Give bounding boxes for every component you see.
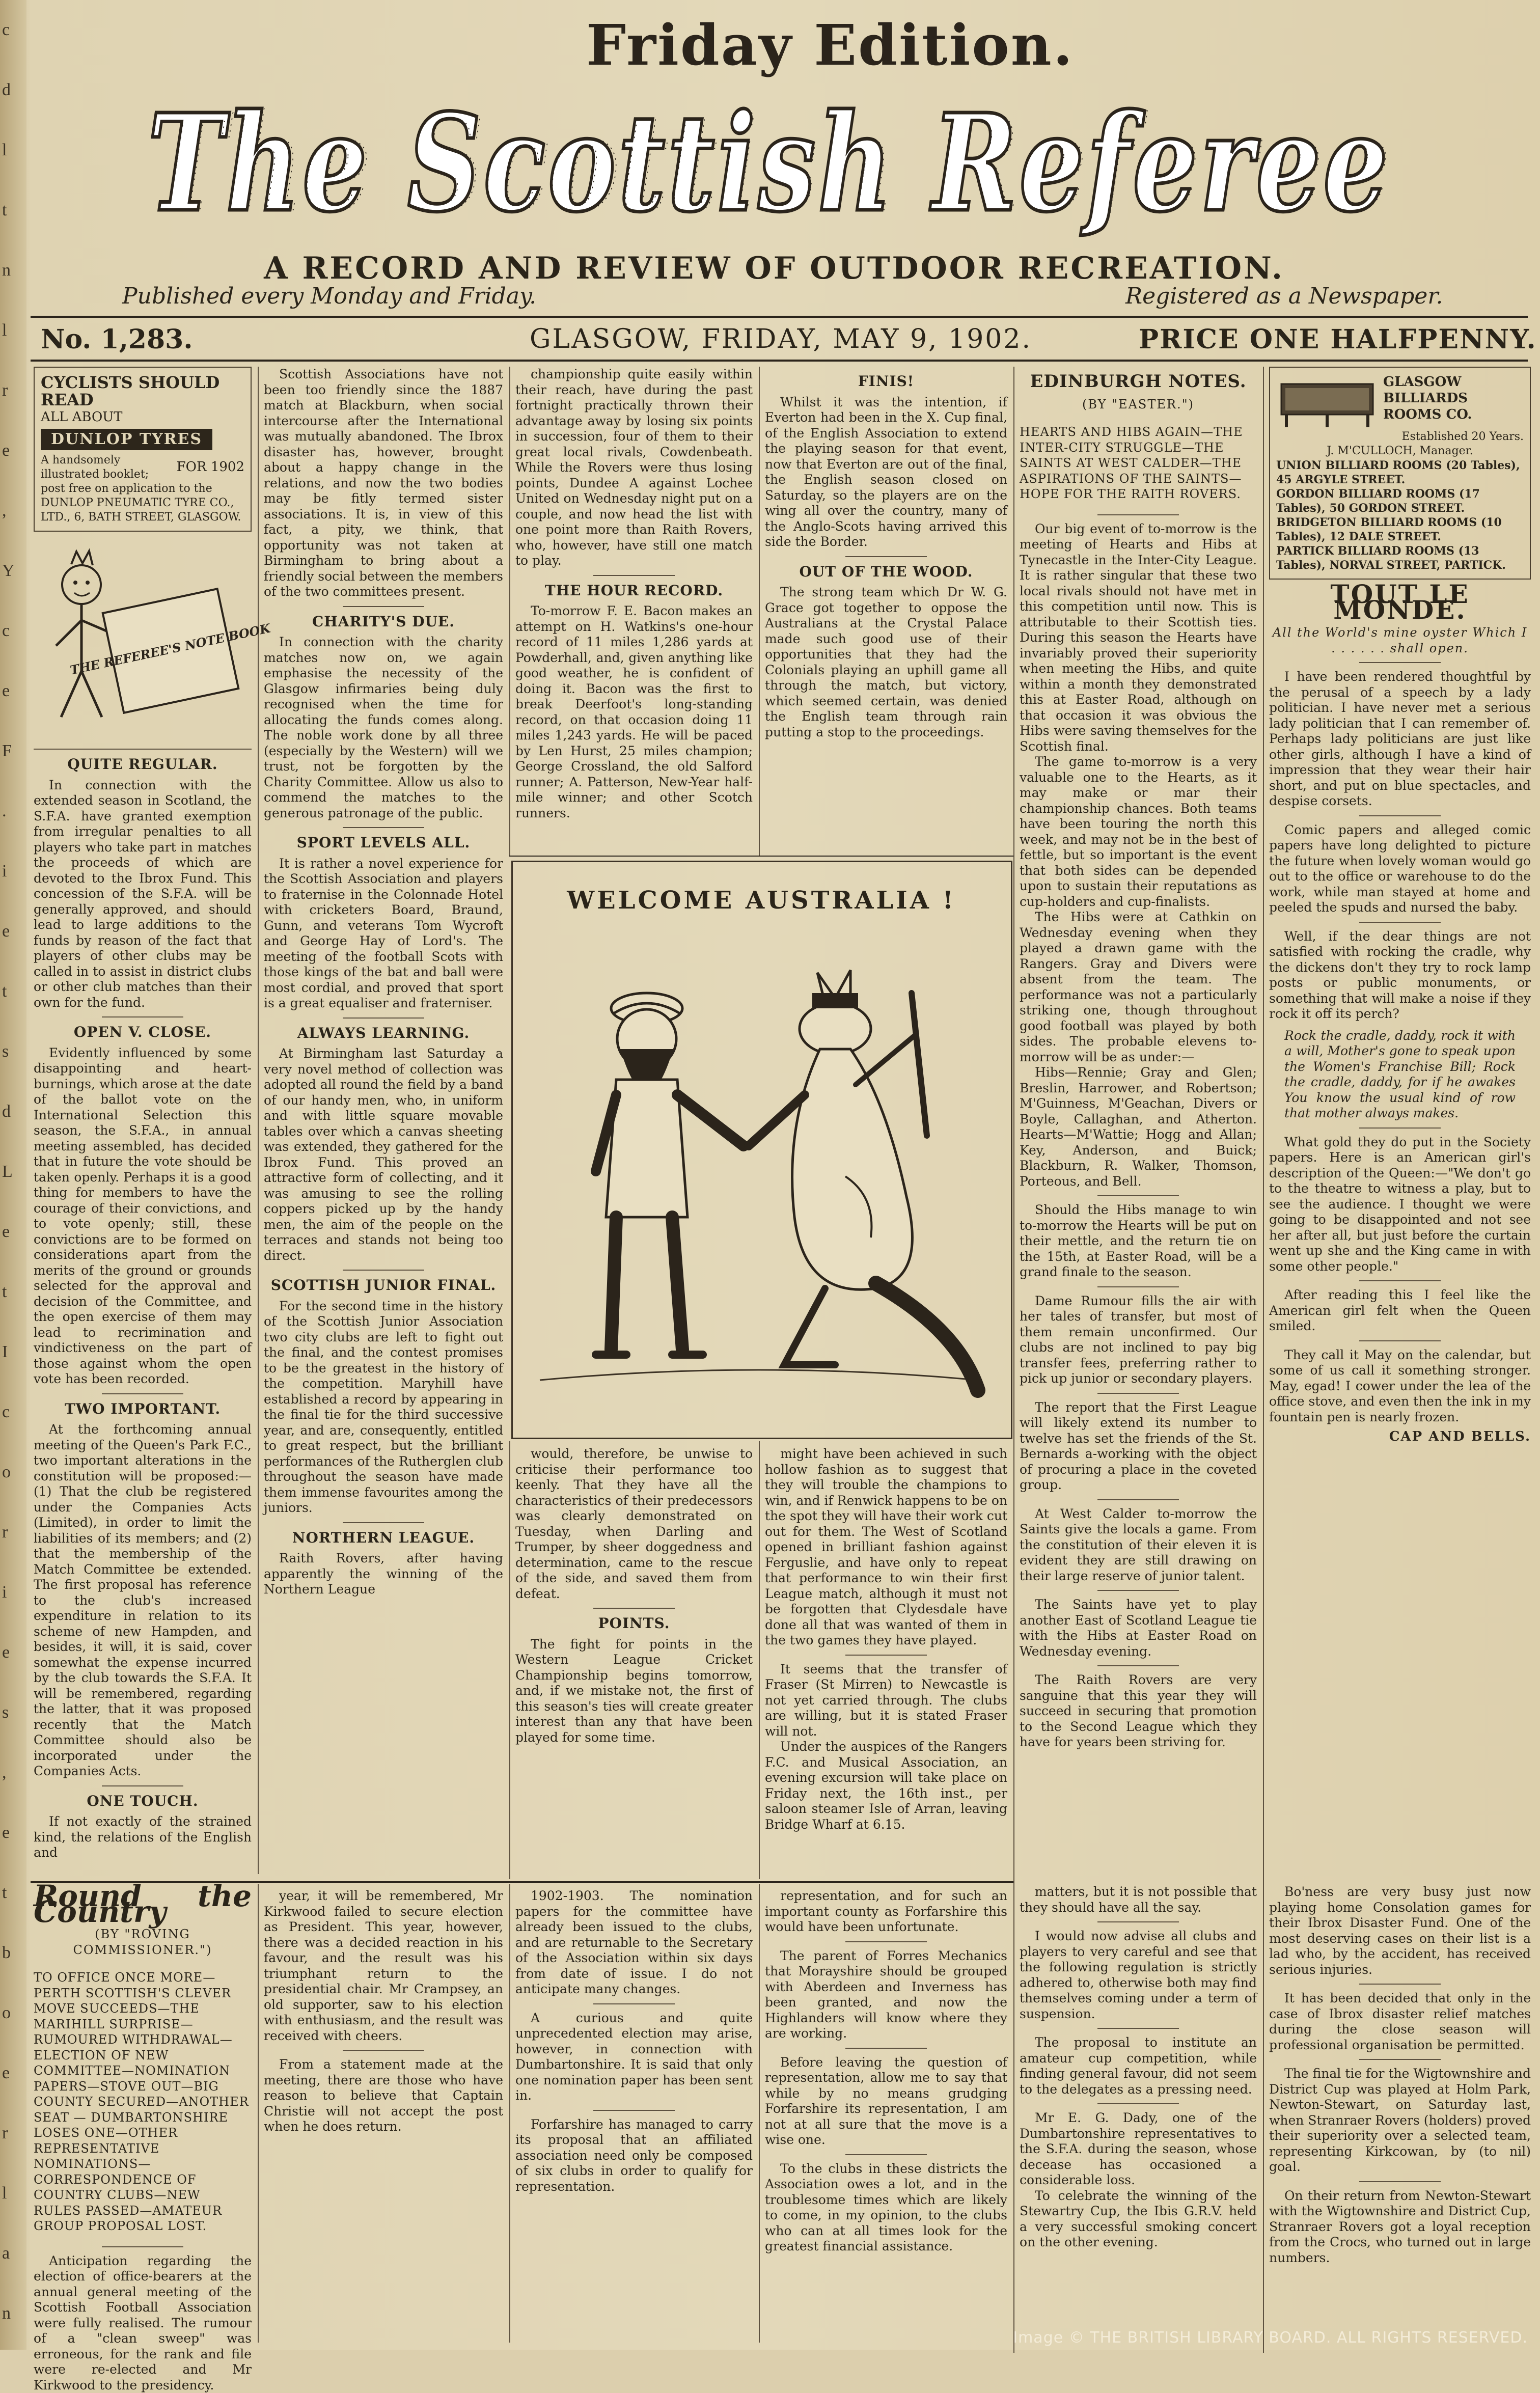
dunlop-logo: DUNLOP TYRES <box>41 429 212 450</box>
image-credit: Image © THE BRITISH LIBRARY BOARD. ALL RIGHTS RESERVED. <box>1013 2329 1528 2347</box>
heading-sport-levels-all: SPORT LEVELS ALL. <box>264 835 503 851</box>
article-text: Should the Hibs manage to win to-morrow the Hearts will be put on their mettle, and the return tie on the 15th, at Easter Road, will be a grand finale to the season. <box>1020 1202 1257 1280</box>
article-text: The report that the First League will likely extend its number to twelve has set the friends of the St. Bernards a-working with the object of procuring a place in the coveted group. <box>1020 1400 1257 1493</box>
billiards-advert <box>1269 367 1531 580</box>
column-rule <box>509 367 510 856</box>
article-text: In connection with the charity matches now on, we again emphasise the necessity of the Glasgow infirmaries being duly recognised when the time for allocating the funds comes along. The noble work done by all three (especially by the Western) will we trust, not be forgotten by the Charity Committee. Allow us also to commend the matches to the generous patronage of the public. <box>264 635 503 821</box>
cartoon-illustration <box>519 932 998 1421</box>
column-rule <box>759 367 760 856</box>
article-text: The game to-morrow is a very valuable one to the Hearts, as it may make or mar their championship chances. Both teams have been touring the north this week, and may not be in the best of fettle, but so important is the event that both sides can be depended upon to sustain their reputations as cup-holders and cup-finalists. <box>1020 754 1257 910</box>
article-text: year, it will be remembered, Mr Kirkwood failed to secure election as President. This year, however, there was a decided reaction in his favour, and the result was his triumphant return to the presidential chair. Mr Crampsey, an old supporter, saw to his election with enthusiasm, and the result was received with cheers. <box>264 1888 503 2044</box>
article-text: It is rather a novel experience for the Scottish Association and players to fraternise in the Colonnade Hotel with cricketers Board, Braund, Gunn, and veterans Tom Wycroft and George Hay of Lord's. The meeting of the football Scots with those kings of the bat and ball were most cordial, and proved that sport is a great equaliser and fraterniser. <box>264 856 503 1011</box>
article-text: What gold they do put in the Society papers. Here is an American girl's description of the Queen:—"We don't go to the theatre to witness a play, but to see the audience. I thought we were going to be disappointed and not see her after all, but just before the curtain went up she and the King came in with some other people." <box>1269 1135 1531 1275</box>
article-summary: HEARTS AND HIBS AGAIN—THE INTER-CITY STRUGGLE—THE SAINTS AT WEST CALDER—THE ASPIRATIONS OF THE SAINTS—HOPE FOR THE RAITH ROVERS. <box>1020 424 1257 502</box>
article-text: The final tie for the Wigtownshire and District Cup was played at Holm Park, Newton-Stewart, on Saturday last, when Stranraer Rovers (holders) proved their superiority over a selected team, representing Kirkcowan, by (to nil) goal. <box>1269 2066 1531 2175</box>
billiards-room: BRIDGETON BILLIARD ROOMS (10 Tables), 12 DALE STREET. <box>1276 515 1524 544</box>
article-summary: TO OFFICE ONCE MORE—PERTH SCOTTISH'S CLEVER MOVE SUCCEEDS—THE MARIHILL SURPRISE—RUMOURED WITHDRAWAL—ELECTION OF NEW COMMITTEE—NOMINATION PAPERS—STOVE OUT—BIG COUNTY SECURED—ANOTHER SEAT — DUMBARTONSHIRE LOSES ONE—OTHER REPRESENTATIVE NOMINATIONS—CORRESPONDENCE OF COUNTRY CLUBS—NEW RULES PASSED—AMATEUR GROUP PROPOSAL LOST. <box>34 1970 252 2234</box>
column-rule <box>759 1441 760 1879</box>
heading-open-close: OPEN V. CLOSE. <box>34 1025 252 1040</box>
bottom-column-2 <box>264 1888 503 2336</box>
column-2 <box>264 367 503 1874</box>
heading-northern-league: NORTHERN LEAGUE. <box>264 1530 503 1546</box>
svg-text:THE REFEREE'S NOTE BOOK: THE REFEREE'S NOTE BOOK <box>69 620 272 677</box>
price: PRICE ONE HALFPENNY. <box>1139 324 1537 355</box>
signature: CAP AND BELLS. <box>1269 1429 1531 1445</box>
article-text: representation, and for such an important county as Forfarshire this would have been unfortunate. <box>765 1888 1007 1935</box>
article-text: Dame Rumour fills the air with her tales of transfer, but most of them remain unconfirmed. Our clubs are not inclined to pay big transfer fees, preferring rather to pick up junior or secondary players. <box>1020 1294 1257 1387</box>
article-text: Mr E. G. Dady, one of the Dumbartonshire representatives to the S.F.A. during the season, whose decease has occasioned a considerable loss. <box>1020 2110 1257 2188</box>
article-text: I would now advise all clubs and players to very careful and see that the following regulation is strictly adhered to, otherwise both may find themselves coming under a term of suspension. <box>1020 1929 1257 2022</box>
note-book-drawing <box>41 539 244 742</box>
article-text: To celebrate the winning of the Stewartry Cup, the Ibis G.R.V. held a very successful smoking concert on the other evening. <box>1020 2188 1257 2250</box>
byline: (BY "EASTER.") <box>1020 397 1257 412</box>
bottom-column-4 <box>765 1888 1007 2336</box>
column-rule <box>509 1441 510 1879</box>
masthead-title-text: The Scottish Referee <box>148 85 1390 241</box>
column-rule <box>258 1884 259 2343</box>
heading-always-learning: ALWAYS LEARNING. <box>264 1026 503 1041</box>
advert-body: A handsomely illustrated booklet; post free on application to the DUNLOP PNEUMATIC TYRE CO., LTD., 6, BATH STREET, GLASGOW. <box>41 453 244 525</box>
heading-out-of-the-wood: OUT OF THE WOOD. <box>765 564 1007 580</box>
article-text: Bo'ness are very busy just now playing home Consolation games for their Ibrox Disaster Fund. One of the most deserving cases on their list is a lad who, by the accident, has received serious injuries. <box>1269 1884 1531 1977</box>
article-text: They call it May on the calendar, but some of us call it something stronger. May, egad! I cower under the lea of the office stove, and even then the ink in my fountain pen is nearly frozen. <box>1269 1347 1531 1425</box>
article-text: For the second time in the history of the Scottish Junior Association two city clubs are left to fight out the final, and the contest promises to be the greatest in the history of the competition. Maryhill have established a record by appearing in the final tie for the third successive year, and are, consequently, entitled to great respect, but the brilliant performances of the Rutherglen club throughout the season have made them immense favourites among the juniors. <box>264 1299 503 1516</box>
masthead-subtitle: A RECORD AND REVIEW OF OUTDOOR RECREATION. <box>102 251 1446 286</box>
article-text: Under the auspices of the Rangers F.C. and Musical Association, an evening excursion will take place on Friday next, the 16th inst., per saloon steamer Isle of Arran, leaving Bridge Wharf at 6.15. <box>765 1739 1007 1832</box>
bottom-column-3 <box>515 1888 753 2336</box>
edition-label: Friday Edition. <box>575 12 1085 78</box>
verse: Rock the cradle, daddy, rock it with a will, Mother's gone to speak upon the Women's Franchise Bill; Rock the cradle, daddy, for if he awakes You know the usual kind of row that mother always makes. <box>1284 1028 1516 1121</box>
article-text: Raith Rovers, after having apparently the winning of the Northern League <box>264 1551 503 1598</box>
article-text: Our big event of to-morrow is the meeting of Hearts and Hibs at Tynecastle in the Inter-City League. It is rather singular that these two local rivals should not have met in this competition until now. This is attributable to their Scottish ties. During this season the Hearts have invariably proved their superiority when meeting the Hibs, and quite within a month they demonstrated this at Easter Road, although on that occasion it was obvious the Hibs were saving themselves for the Scottish final. <box>1020 521 1257 755</box>
heading-quite-regular: QUITE REGULAR. <box>34 757 252 773</box>
billiards-company: GLASGOW BILLIARDS ROOMS CO. <box>1276 374 1524 423</box>
article-text: Before leaving the question of representation, allow me to say that while by no means grudging Forfarshire its representation, I am not at all sure that the move is a wise one. <box>765 2055 1007 2148</box>
masthead-title <box>138 76 1400 244</box>
referees-note-book-illustration <box>41 539 244 742</box>
billiards-manager: J. M'CULLOCH, Manager. <box>1276 444 1524 458</box>
column-rule <box>1263 1884 1264 2343</box>
article-text: Well, if the dear things are not satisfied with rocking the cradle, why the dickens don't they try to rock lamp posts or public monuments, or something that will make a noise if they rock it off its perch? <box>1269 929 1531 1022</box>
dunlop-advert <box>34 367 252 532</box>
article-text: The parent of Forres Mechanics that Morayshire should be grouped with Aberdeen and Inverness has been granted, and now the Highlanders will know where they are working. <box>765 1948 1007 2042</box>
article-text: At the forthcoming annual meeting of the Queen's Park F.C., two important alterations in the constitution will be proposed:—(1) That the club be registered under the Companies Acts (Limited), in order to limit the liabilities of its members; and (2) that the membership of the Match Committee be extended. The first proposal has reference to the club's increased expenditure in relation to its scheme of new Hampden, and besides, it will, it is said, cover somewhat the expense incurred by the club towards the S.F.A. It will be remembered, regarding the latter, that it was proposed recently that the Match Committee should also be incorporated under the Companies Acts. <box>34 1422 252 1779</box>
column-rule <box>509 1884 510 2343</box>
column-4-lower <box>765 1446 1007 1879</box>
article-text: Comic papers and alleged comic papers have long delighted to picture the future when lovely woman would go out to the office or warehouse to do the work, while man stayed at home and peeled the spuds and nursed the baby. <box>1269 822 1531 916</box>
article-text: If not exactly of the strained kind, the relations of the English and <box>34 1814 252 1861</box>
heading-round-the-country: Round the Country <box>34 1888 252 1919</box>
column-rule <box>759 1884 760 2343</box>
column-4 <box>765 367 1007 856</box>
issue-number: No. 1,283. <box>41 324 193 355</box>
article-text: After reading this I feel like the American girl felt when the Queen smiled. <box>1269 1287 1531 1334</box>
article-text: On their return from Newton-Stewart with the Wigtownshire and District Cup, Stranraer Rovers got a loyal reception from the Crocs, who turned out in large numbers. <box>1269 2188 1531 2266</box>
article-text: I have been rendered thoughtful by the perusal of a speech by a lady politician. I have never met a serious lady politician that I can remember of. Perhaps lady politicians are just like other girls, although I have a kind of impression that they wear their hair short, and put on blue spectacles, and despise corsets. <box>1269 669 1531 809</box>
column-rule <box>1013 1884 1014 2343</box>
column-1 <box>34 367 252 1874</box>
article-text: Hibs—Rennie; Gray and Glen; Breslin, Harrower, and Robertson; M'Guinness, M'Geachan, Divers or Boyle, Callaghan, and Atherton. Hearts—M'Wattie; Hogg and Allan; Key, Anderson, and Buick; Blackburn, R. Walker, Thomson, Porteous, and Bell. <box>1020 1065 1257 1189</box>
article-text: It seems that the transfer of Fraser (St Mirren) to Newcastle is not yet carried through. The clubs are willing, but it is stated Fraser will not. <box>765 1662 1007 1740</box>
bottom-column-5 <box>1020 1884 1257 2336</box>
advert-year: FOR 1902 <box>177 453 244 476</box>
bottom-column-6 <box>1269 1884 1531 2322</box>
article-text: The proposal to institute an amateur cup competition, while finding general favour, did not seem to the delegates as a pressing need. <box>1020 2035 1257 2097</box>
heading-tout-le-monde: TOUT LE MONDE. <box>1269 587 1531 618</box>
article-text: Scottish Associations have not been too friendly since the 1887 match at Blackburn, when social intercourse after the International was mutually abandoned. The Ibrox disaster has, however, brought about a happy change in the relations, and now the two bodies may be fitly termed sister associations. It is, in view of this fact, a pity, we think, that opportunity was not taken at Birmingham to bring about a friendly social between the members of the two committees present. <box>264 367 503 600</box>
article-text: The Hibs were at Cathkin on Wednesday evening when they played a drawn game with the Rangers. Gray and Divers were absent from the team. The performance was not a particularly striking one, though throughout good football was played by both sides. The probable elevens to-morrow will be as under:— <box>1020 910 1257 1065</box>
article-text: would, therefore, be unwise to criticise their performance too keenly. That they have all the characteristics of their predecessors was clearly demonstrated on Tuesday, when Darling and Trumper, by sheer doggedness and determination, came to the rescue of the side, and saved them from defeat. <box>515 1446 753 1602</box>
article-text: In connection with the extended season in Scotland, the S.F.A. have granted exemption from irregular penalties to all players who take part in matches the proceeds of which are devoted to the Ibrox Fund. This concession of the S.F.A. will be generally approved, and should lead to large additions to the funds by reason of the fact that players of other clubs may be called in to assist in district clubs or other club matches than their own for the fund. <box>34 778 252 1011</box>
heading-charitys-due: CHARITY'S DUE. <box>264 614 503 630</box>
article-text: championship quite easily within their reach, have during the past fortnight practically thrown their advantage away by losing six points in succession, four of them to their great local rivals, Cowdenbeath. While the Rovers were thus losing points, Dundee A against Lochee United on Wednesday night put on a couple, and now head the list with one point more than Raith Rovers, who, however, have still one match to play. <box>515 367 753 569</box>
article-text: Evidently influenced by some disappointing and heart-burnings, which arose at the date of the ballot vote on the International Selection this season, the S.F.A., in annual meeting assembled, has decided that in future the vote should be taken openly. Perhaps it is a good thing for members to have the courage of their convictions, and to vote openly; still, these convictions are to be formed on considerations apart from the merits of the ground or grounds selected for the approval and decision of the Committee, and the open exercise of them may lead to recrimination and vindictiveness on the part of those against whom the open vote has been recorded. <box>34 1046 252 1387</box>
advert-headline: CYCLISTS SHOULD READ <box>41 374 244 408</box>
published-note: Published every Monday and Friday. <box>122 283 536 309</box>
advert-sub: ALL ABOUT <box>41 408 244 426</box>
column-3-lower <box>515 1446 753 1879</box>
heading-edinburgh-notes: EDINBURGH NOTES. <box>1020 374 1257 390</box>
billiards-room: UNION BILLIARD ROOMS (20 Tables), 45 ARGYLE STREET. <box>1276 458 1524 487</box>
tout-epigraph: All the World's mine oyster Which I . . . . . . shall open. <box>1269 625 1531 656</box>
column-3 <box>515 367 753 856</box>
heading-hour-record: THE HOUR RECORD. <box>515 583 753 599</box>
article-text: It has been decided that only in the case of Ibrox disaster relief matches during the close season will professional organisation be permitted. <box>1269 1991 1531 2053</box>
article-text: The Saints have yet to play another East of Scotland League tie with the Hibs at Easter Road on Wednesday evening. <box>1020 1597 1257 1659</box>
billiards-room: PARTICK BILLIARD ROOMS (13 Tables), NORVAL STREET, PARTICK. <box>1276 544 1524 572</box>
byline: (BY "ROVING COMMISSIONER.") <box>34 1927 252 1958</box>
article-text: The strong team which Dr W. G. Grace got together to oppose the Australians at the Crystal Palace made such good use of their opportunities that they had the Colonials playing an uphill game all through the match, but victory, which seemed certain, was denied the English team through rain putting a stop to the proceedings. <box>765 585 1007 740</box>
heading-points: POINTS. <box>515 1616 753 1632</box>
heading-one-touch: ONE TOUCH. <box>34 1794 252 1809</box>
billiards-room: GORDON BILLIARD ROOMS (17 Tables), 50 GORDON STREET. <box>1276 487 1524 515</box>
billiard-table-icon <box>1276 374 1378 430</box>
article-text: 1902-1903. The nomination papers for the committee have already been issued to the clubs, and are returnable to the Secretary of the Association within six days from date of issue. I do not anticipate many changes. <box>515 1888 753 1997</box>
article-text: Whilst it was the intention, if Everton had been in the X. Cup final, of the English Association to extend the playing season for that event, now that Everton are out of the final, the English season closed on Saturday, so the players are on the wing all over the country, many of the Anglo-Scots having arrived this side the Border. <box>765 395 1007 550</box>
article-text: Forfarshire has managed to carry its proposal that an affiliated association need only be composed of six clubs in order to qualify for representation. <box>515 2117 753 2195</box>
article-text: might have been achieved in such hollow fashion as to suggest that they will trouble the champions to win, and if Renwick happens to be on the spot they will have their work cut out for them. The West of Scotland opened in brilliant fashion against Ferguslie, and have only to repeat that performance to win their first League match, although it must not be forgotten that Clydesdale have done all that was wanted of them in the two games they have played. <box>765 1446 1007 1648</box>
article-text: The fight for points in the Western League Cricket Championship begins tomorrow, and, if we mistake not, the first of this season's ties will create greater interest than any that have been played for some time. <box>515 1637 753 1746</box>
registered-note: Registered as a Newspaper. <box>1125 283 1443 309</box>
round-the-country-column <box>34 1888 252 2336</box>
article-text: To the clubs in these districts the Association owes a lot, and in the troublesome times which are likely to come, in my opinion, to the clubs who can at all times look for the greatest financial assistance. <box>765 2161 1007 2254</box>
dateline-bottom-rule <box>31 360 1528 362</box>
article-text: Anticipation regarding the election of office-bearers at the annual general meeting of the Scottish Football Association were fully realised. The rumour of a "clean sweep" was erroneous, for the rank and file were re-elected and Mr Kirkwood to the presidency. <box>34 2253 252 2393</box>
billiards-established: Established 20 Years. <box>1276 430 1524 444</box>
article-text: At West Calder to-morrow the Saints give the locals a game. From the constitution of their eleven it is evident they are still drawing on their large reserve of junior talent. <box>1020 1506 1257 1584</box>
masthead-hatching: The Scottish Referee <box>148 85 1390 241</box>
adjacent-page-edge: c d l t n l r e , Y c e F . i e t s d L e t I c o r i e s , e t b o e r l a n <box>0 0 26 2350</box>
column-rule <box>258 367 259 1874</box>
place-date: GLASGOW, FRIDAY, MAY 9, 1902. <box>530 324 1032 354</box>
dateline-top-rule <box>31 316 1528 318</box>
article-text: At Birmingham last Saturday a very novel method of collection was adopted all round the field by a band of our handy men, who, in uniform and with little square movable tables over which a canvas sheeting was extended, they gathered for the Ibrox Fund. This proved an attractive form of collecting, and it was amusing to see the rolling coppers picked up by the handy men, the aim of the people on the terraces and stands not being too direct. <box>264 1046 503 1263</box>
heading-finis: FINIS! <box>765 374 1007 390</box>
article-text: To-morrow F. E. Bacon makes an attempt on H. Watkins's one-hour record of 11 miles 1,286 yards at Powderhall, and, given anything like good weather, he is confident of doing it. Bacon was the first to break Deerfoot's long-standing record, on that occasion doing 11 miles 1,243 yards. He will be paced by Len Hurst, 25 miles champion; George Crossland, the old Salford runner; A. Patterson, New-Year half-mile winner; and other Scotch runners. <box>515 603 753 821</box>
article-text: The Raith Rovers are very sanguine that this year they will succeed in securing that promotion to the Second League which they have for years been striving for. <box>1020 1672 1257 1750</box>
cartoon-title: WELCOME AUSTRALIA ! <box>519 886 1003 915</box>
article-text: matters, but it is not possible that they should have all the say. <box>1020 1884 1257 1915</box>
heading-two-important: TWO IMPORTANT. <box>34 1401 252 1417</box>
heading-scottish-junior-final: SCOTTISH JUNIOR FINAL. <box>264 1278 503 1294</box>
article-text: From a statement made at the meeting, there are those who have reason to believe that Captain Christie will not accept the post when he does return. <box>264 2057 503 2135</box>
cartoon-top-rule <box>509 856 1013 857</box>
article-text: A curious and quite unprecedented election may arise, however, in connection with Dumbartonshire. It is said that only one nomination paper has been sent in. <box>515 2011 753 2104</box>
